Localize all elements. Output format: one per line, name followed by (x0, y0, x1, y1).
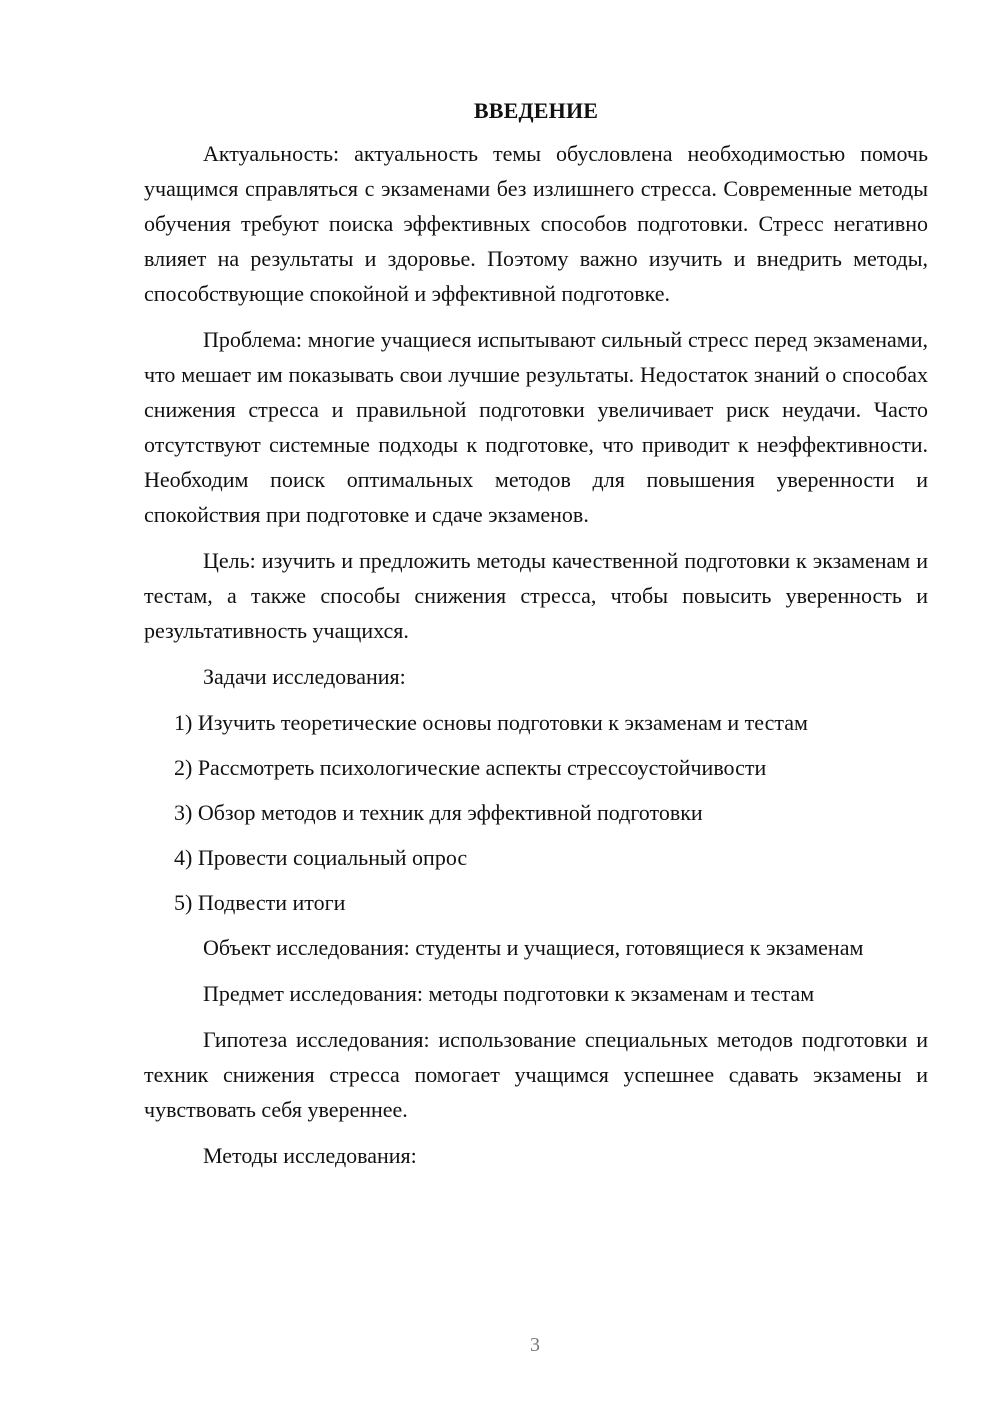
methods-title: Методы исследования: (203, 1143, 417, 1168)
subject-paragraph: Предмет исследования: методы подготовки к экзаменам и тестам (203, 981, 815, 1006)
task-item-1: 1) Изучить теоретические основы подготовки к экзаменам и тестам (174, 710, 808, 735)
page-number: 3 (530, 1334, 540, 1356)
task-item-4: 4) Провести социальный опрос (174, 845, 468, 870)
object-paragraph: Объект исследования: студенты и учащиеся, готовящиеся к экзаменам (203, 935, 864, 960)
task-item-2: 2) Рассмотреть психологические аспекты стрессоустойчивости (174, 755, 767, 780)
tasks-title: Задачи исследования: (203, 664, 406, 689)
task-item-3: 3) Обзор методов и техник для эффективной подготовки (174, 800, 703, 825)
tasks-list (144, 705, 928, 920)
goal-paragraph: Цель: изучить и предложить методы качественной подготовки к экзаменам и тестам, а также способы снижения стресса, чтобы повысить уверенность и результативность учащихся. (144, 548, 928, 643)
task-item-5: 5) Подвести итоги (174, 890, 346, 915)
problem-paragraph: Проблема: многие учащиеся испытывают сильный стресс перед экзаменами, что мешает им показывать свои лучшие результаты. Недостаток знаний о способах снижения стресса и правильной подготовки увеличивает риск неудачи. Часто отсутствуют системные подходы к подготовке, что приводит к неэффективности. Необходим поиск оптимальных методов для повышения уверенности и спокойствия при подготовке и сдаче экзаменов. (144, 327, 928, 527)
relevance-paragraph: Актуальность: актуальность темы обусловлена необходимостью помочь учащимся справляться с экзаменами без излишнего стресса. Современные методы обучения требуют поиска эффективных способов подготовки. Стресс негативно влияет на результаты и здоровье. Поэтому важно изучить и внедрить методы, способствующие спокойной и эффективной подготовке. (144, 141, 928, 306)
hypothesis-paragraph: Гипотеза исследования: использование специальных методов подготовки и техник снижения стресса помогает учащимся успешнее сдавать экзамены и чувствовать себя увереннее. (144, 1027, 928, 1122)
document-page (144, 96, 928, 1184)
section-heading: ВВЕДЕНИЕ (473, 98, 599, 123)
